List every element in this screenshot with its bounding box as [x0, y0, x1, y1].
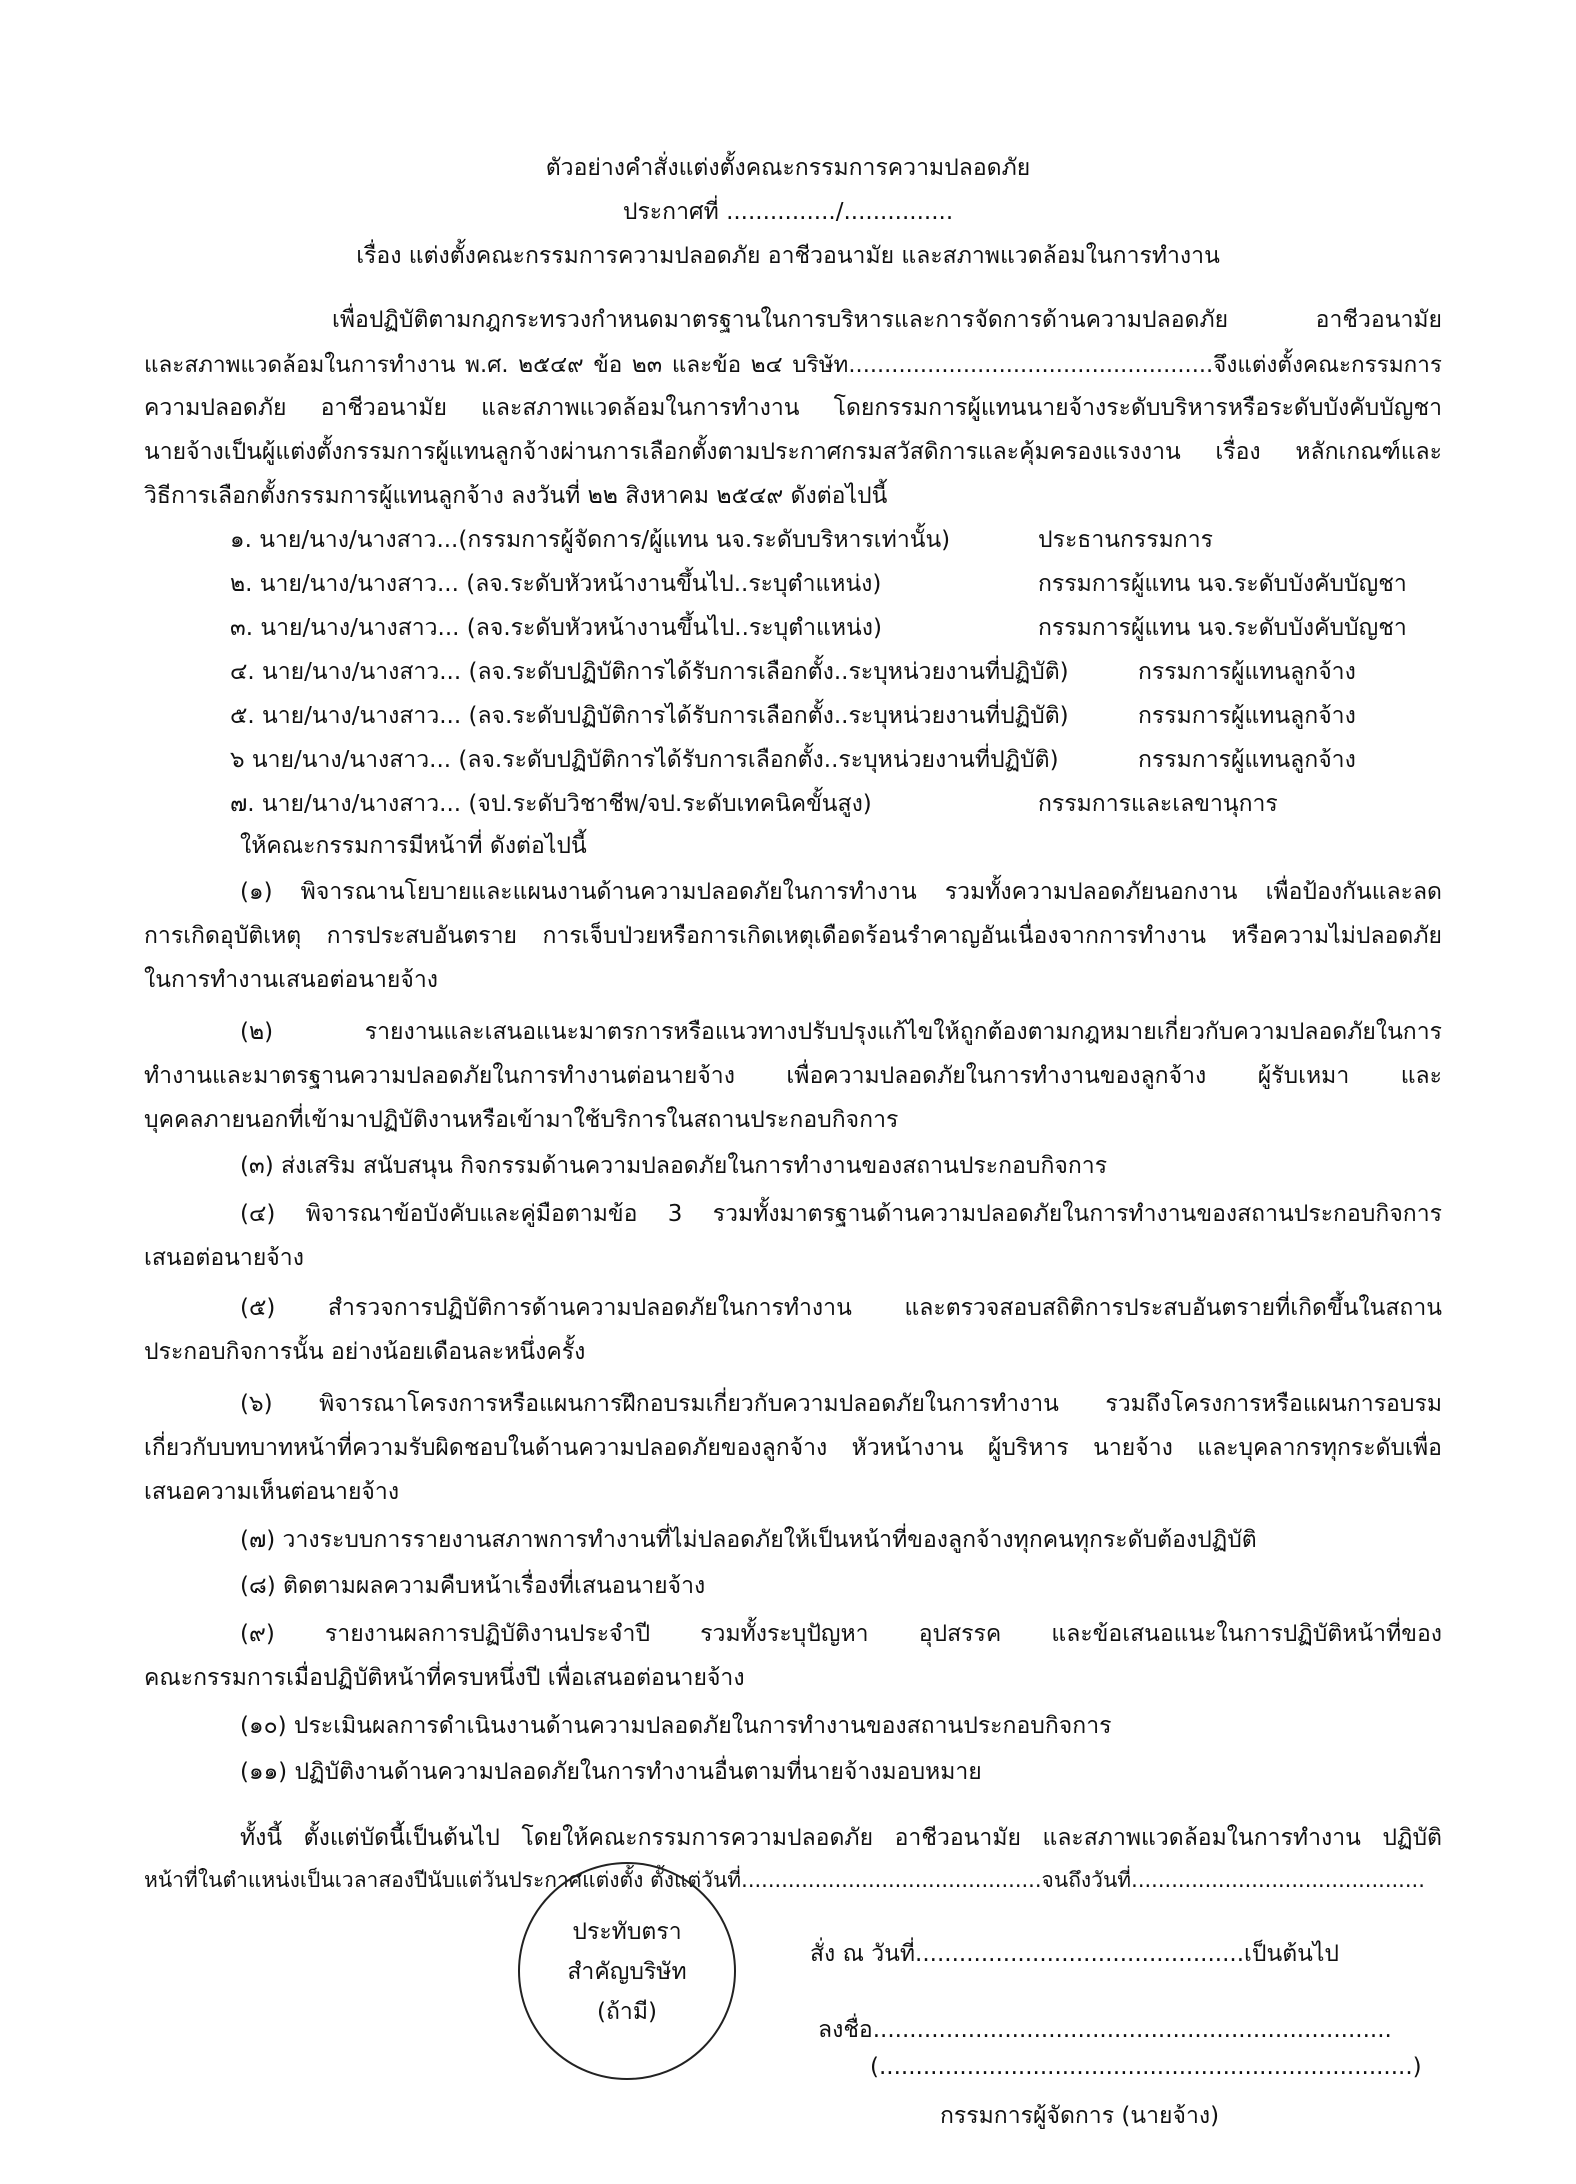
closing-line: ทั้งนี้ ตั้งแต่บัดนี้เป็นต้นไป โดยให้คณะกรรมการความปลอดภัย อาชีวอนามัย และสภาพแวดล้อมในการทำงาน ปฏิบัติ: [240, 1825, 1442, 1851]
seal-text: (ถ้ามี): [597, 1999, 657, 2025]
document-title: ตัวอย่างคำสั่งแต่งตั้งคณะกรรมการความปลอดภัย: [545, 155, 1031, 181]
seal-text: สำคัญบริษัท: [567, 1959, 687, 1985]
duty-line: ในการทำงานเสนอต่อนายจ้าง: [144, 967, 439, 993]
member-name: ๗. นาย/นาง/นางสาว... (จป.ระดับวิชาชีพ/จป.ระดับเทคนิคขั้นสูง): [230, 791, 872, 817]
duty-line: เสนอความเห็นต่อนายจ้าง: [144, 1479, 400, 1505]
company-seal-circle: [518, 1862, 736, 2080]
duty-line: บุคคลภายนอกที่เข้ามาปฏิบัติงานหรือเข้ามาใช้บริการในสถานประกอบกิจการ: [144, 1107, 899, 1133]
duty-line: (๗) วางระบบการรายงานสภาพการทำงานที่ไม่ปลอดภัยให้เป็นหน้าที่ของลูกจ้างทุกคนทุกระดับต้องปฏิบัติ: [240, 1527, 1257, 1553]
seal-text: ประทับตรา: [572, 1919, 682, 1945]
intro-line: นายจ้างเป็นผู้แต่งตั้งกรรมการผู้แทนลูกจ้างผ่านการเลือกตั้งตามประกาศกรมสวัสดิการและคุ้มครองแรงงาน เรื่อง หลักเกณฑ์และ: [144, 439, 1442, 465]
closing-line: หน้าที่ในตำแหน่งเป็นเวลาสองปีนับแต่วันประกาศแต่งตั้ง ตั้งแต่วันที่.............................................จนถึงวันที่............................................: [144, 1868, 1425, 1892]
member-role: กรรมการผู้แทน นจ.ระดับบังคับบัญชา: [1038, 571, 1407, 597]
member-role: กรรมการผู้แทนลูกจ้าง: [1138, 703, 1356, 729]
member-role: กรรมการและเลขานุการ: [1038, 791, 1278, 817]
duty-line: ประกอบกิจการนั้น อย่างน้อยเดือนละหนึ่งครั้ง: [144, 1339, 586, 1365]
document-subject: เรื่อง แต่งตั้งคณะกรรมการความปลอดภัย อาชีวอนามัย และสภาพแวดล้อมในการทำงาน: [356, 243, 1220, 269]
member-name: ๕. นาย/นาง/นางสาว... (ลจ.ระดับปฏิบัติการได้รับการเลือกตั้ง..ระบุหน่วยงานที่ปฏิบัติ): [230, 703, 1069, 729]
duty-line: (๓) ส่งเสริม สนับสนุน กิจกรรมด้านความปลอดภัยในการทำงานของสถานประกอบกิจการ: [240, 1153, 1108, 1179]
duty-line: (๔) พิจารณาข้อบังคับและคู่มือตามข้อ 3 รวมทั้งมาตรฐานด้านความปลอดภัยในการทำงานของสถานประกอบกิจการ: [240, 1201, 1442, 1227]
member-name: ๑. นาย/นาง/นางสาว...(กรรมการผู้จัดการ/ผู้แทน นจ.ระดับบริหารเท่านั้น): [230, 527, 951, 553]
intro-line: ความปลอดภัย อาชีวอนามัย และสภาพแวดล้อมในการทำงาน โดยกรรมการผู้แทนนายจ้างระดับบริหารหรือระดับบังคับบัญชา: [144, 395, 1442, 421]
duty-line: คณะกรรมการเมื่อปฏิบัติหน้าที่ครบหนึ่งปี เพื่อเสนอต่อนายจ้าง: [144, 1665, 745, 1691]
order-date: สั่ง ณ วันที่.............................................เป็นต้นไป: [810, 1941, 1340, 1967]
member-role: กรรมการผู้แทน นจ.ระดับบังคับบัญชา: [1038, 615, 1407, 641]
signatory-position: กรรมการผู้จัดการ (นายจ้าง): [940, 2103, 1220, 2129]
signatory-name: (.........................................................................): [870, 2054, 1422, 2080]
duties-intro: ให้คณะกรรมการมีหน้าที่ ดังต่อไปนี้: [240, 833, 587, 859]
member-name: ๒. นาย/นาง/นางสาว... (ลจ.ระดับหัวหน้างานขึ้นไป..ระบุตำแหน่ง): [230, 571, 882, 597]
member-name: ๔. นาย/นาง/นางสาว... (ลจ.ระดับปฏิบัติการได้รับการเลือกตั้ง..ระบุหน่วยงานที่ปฏิบัติ): [230, 659, 1069, 685]
duty-line: เสนอต่อนายจ้าง: [144, 1245, 304, 1271]
intro-line: และสภาพแวดล้อมในการทำงาน พ.ศ. ๒๕๔๙ ข้อ ๒๓ และข้อ ๒๔ บริษัท...................................................จึงแต่งตั้งคณะกรรมการ: [144, 352, 1442, 378]
announcement-number: ประกาศที่ .............../...............: [622, 199, 954, 225]
member-role: ประธานกรรมการ: [1038, 527, 1213, 553]
duty-line: เกี่ยวกับบทบาทหน้าที่ความรับผิดชอบในด้านความปลอดภัยของลูกจ้าง หัวหน้างาน ผู้บริหาร นายจ้าง และบุคลากรทุกระดับเพื่อ: [144, 1435, 1442, 1461]
duty-line: (๙) รายงานผลการปฏิบัติงานประจำปี รวมทั้งระบุปัญหา อุปสรรค และข้อเสนอแนะในการปฏิบัติหน้าที่ของ: [240, 1621, 1442, 1647]
duty-line: (๖) พิจารณาโครงการหรือแผนการฝึกอบรมเกี่ยวกับความปลอดภัยในการทำงาน รวมถึงโครงการหรือแผนการอบรม: [240, 1391, 1442, 1417]
member-name: ๖ นาย/นาง/นางสาว... (ลจ.ระดับปฏิบัติการได้รับการเลือกตั้ง..ระบุหน่วยงานที่ปฏิบัติ): [230, 747, 1059, 773]
duty-line: (๘) ติดตามผลความคืบหน้าเรื่องที่เสนอนายจ้าง: [240, 1573, 706, 1599]
duty-line: (๑๐) ประเมินผลการดำเนินงานด้านความปลอดภัยในการทำงานของสถานประกอบกิจการ: [240, 1713, 1112, 1739]
member-role: กรรมการผู้แทนลูกจ้าง: [1138, 747, 1356, 773]
intro-line: วิธีการเลือกตั้งกรรมการผู้แทนลูกจ้าง ลงวันที่ ๒๒ สิงหาคม ๒๕๔๙ ดังต่อไปนี้: [144, 483, 888, 509]
duty-line: การเกิดอุบัติเหตุ การประสบอันตราย การเจ็บป่วยหรือการเกิดเหตุเดือดร้อนรำคาญอันเนื่องจากการทำงาน หรือความไม่ปลอดภัย: [144, 923, 1442, 949]
duty-line: ทำงานและมาตรฐานความปลอดภัยในการทำงานต่อนายจ้าง เพื่อความปลอดภัยในการทำงานของลูกจ้าง ผู้รับเหมา และ: [144, 1063, 1442, 1089]
duty-line: (๑) พิจารณานโยบายและแผนงานด้านความปลอดภัยในการทำงาน รวมทั้งความปลอดภัยนอกงาน เพื่อป้องกันและลด: [240, 879, 1442, 905]
signature-line: ลงชื่อ.......................................................................: [818, 2017, 1392, 2043]
duty-line: (๒) รายงานและเสนอแนะมาตรการหรือแนวทางปรับปรุงแก้ไขให้ถูกต้องตามกฎหมายเกี่ยวกับความปลอดภัยในการ: [240, 1019, 1442, 1045]
duty-line: (๕) สำรวจการปฏิบัติการด้านความปลอดภัยในการทำงาน และตรวจสอบสถิติการประสบอันตรายที่เกิดขึ้นในสถาน: [240, 1295, 1442, 1321]
member-name: ๓. นาย/นาง/นางสาว... (ลจ.ระดับหัวหน้างานขึ้นไป..ระบุตำแหน่ง): [230, 615, 882, 641]
member-role: กรรมการผู้แทนลูกจ้าง: [1138, 659, 1356, 685]
intro-line: เพื่อปฏิบัติตามกฎกระทรวงกำหนดมาตรฐานในการบริหารและการจัดการด้านความปลอดภัย อาชีวอนามัย: [332, 307, 1442, 333]
duty-line: (๑๑) ปฏิบัติงานด้านความปลอดภัยในการทำงานอื่นตามที่นายจ้างมอบหมาย: [240, 1759, 982, 1785]
